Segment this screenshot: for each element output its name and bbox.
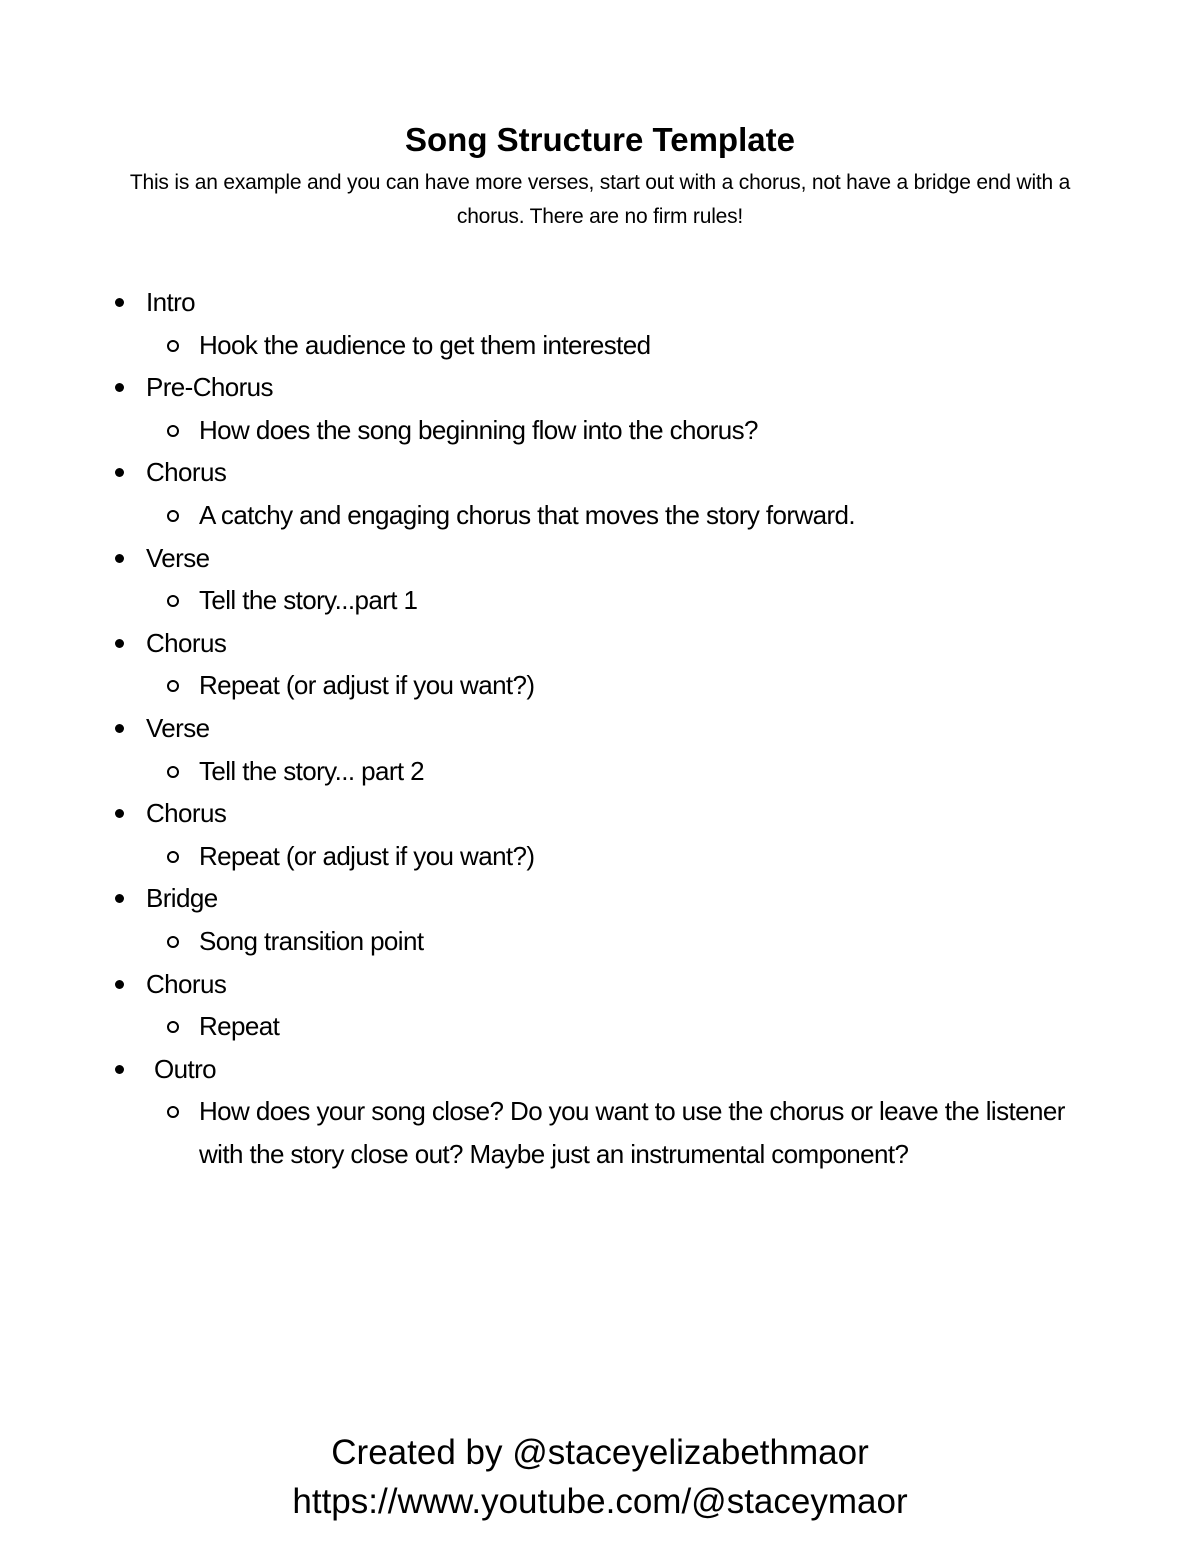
- section-item: [0, 877, 1200, 920]
- section-note-text: A catchy and engaging chorus that moves the story forward.: [199, 499, 856, 530]
- section-note-text: How does your song close? Do you want to use the chorus or leave the listener with the story close out? Maybe just an instrumental component?: [199, 1096, 1065, 1169]
- section-label: Bridge: [146, 883, 218, 914]
- hollow-bullet-icon: [167, 766, 179, 778]
- section-item: [0, 537, 1200, 580]
- section-note-text: Song transition point: [199, 925, 424, 956]
- section-note: [0, 409, 1200, 452]
- section-label: Intro: [146, 287, 196, 317]
- section-item: [0, 963, 1200, 1006]
- youtube-url: https://www.youtube.com/@staceymaor: [292, 1482, 908, 1521]
- bullet-icon: [115, 468, 124, 477]
- bullet-icon: [115, 894, 124, 903]
- bullet-icon: [115, 383, 124, 392]
- hollow-bullet-icon: [167, 1106, 179, 1118]
- section-item: [0, 792, 1200, 835]
- section-item: [0, 707, 1200, 750]
- section-item: [0, 451, 1200, 494]
- section-note-text: Repeat: [199, 1011, 280, 1042]
- section-note: [0, 324, 1200, 367]
- section-note-text: How does the song beginning flow into the chorus?: [199, 414, 758, 445]
- section-note-text: Repeat (or adjust if you want?): [199, 840, 535, 871]
- section-note-text: Tell the story... part 2: [199, 755, 424, 786]
- hollow-bullet-icon: [167, 340, 179, 352]
- section-label: Chorus: [146, 798, 227, 829]
- section-note-text: Repeat (or adjust if you want?): [199, 670, 535, 701]
- section-item: [0, 1048, 1200, 1091]
- credit-text: Created by @staceyelizabethmaor: [331, 1433, 869, 1472]
- page-title: Song Structure Template: [405, 121, 795, 158]
- section-note: [0, 1090, 1200, 1175]
- hollow-bullet-icon: [167, 936, 179, 948]
- section-note: [0, 494, 1200, 537]
- footer: [0, 1428, 1200, 1526]
- bullet-icon: [115, 554, 124, 563]
- section-note-text: Tell the story...part 1: [199, 585, 418, 616]
- section-label: Verse: [146, 542, 210, 573]
- section-note-text: Hook the audience to get them interested: [199, 329, 651, 360]
- bullet-icon: [115, 980, 124, 989]
- bullet-icon: [115, 1065, 124, 1074]
- section-label: Chorus: [146, 968, 227, 999]
- section-note: [0, 920, 1200, 963]
- song-structure-list: [0, 281, 1200, 1175]
- section-note: [0, 835, 1200, 878]
- section-label: Outro: [154, 1053, 217, 1084]
- section-note: [0, 579, 1200, 622]
- bullet-icon: [115, 809, 124, 818]
- hollow-bullet-icon: [167, 595, 179, 607]
- hollow-bullet-icon: [167, 680, 179, 692]
- section-note: [0, 664, 1200, 707]
- hollow-bullet-icon: [167, 851, 179, 863]
- hollow-bullet-icon: [167, 425, 179, 437]
- section-item: [0, 622, 1200, 665]
- subtitle: This is an example and you can have more verses, start out with a chorus, not have a bridge end with a chorus. There are no firm rules!: [129, 171, 1071, 228]
- section-label: Verse: [146, 712, 210, 743]
- bullet-icon: [115, 298, 124, 307]
- section-label: Pre-Chorus: [146, 372, 273, 403]
- section-label: Chorus: [146, 457, 227, 488]
- section-label: Chorus: [146, 627, 227, 658]
- hollow-bullet-icon: [167, 510, 179, 522]
- bullet-icon: [115, 724, 124, 733]
- section-item: [0, 366, 1200, 409]
- section-note: [0, 1005, 1200, 1048]
- hollow-bullet-icon: [167, 1021, 179, 1033]
- section-item: [0, 281, 1200, 324]
- section-note: [0, 750, 1200, 793]
- bullet-icon: [115, 639, 124, 648]
